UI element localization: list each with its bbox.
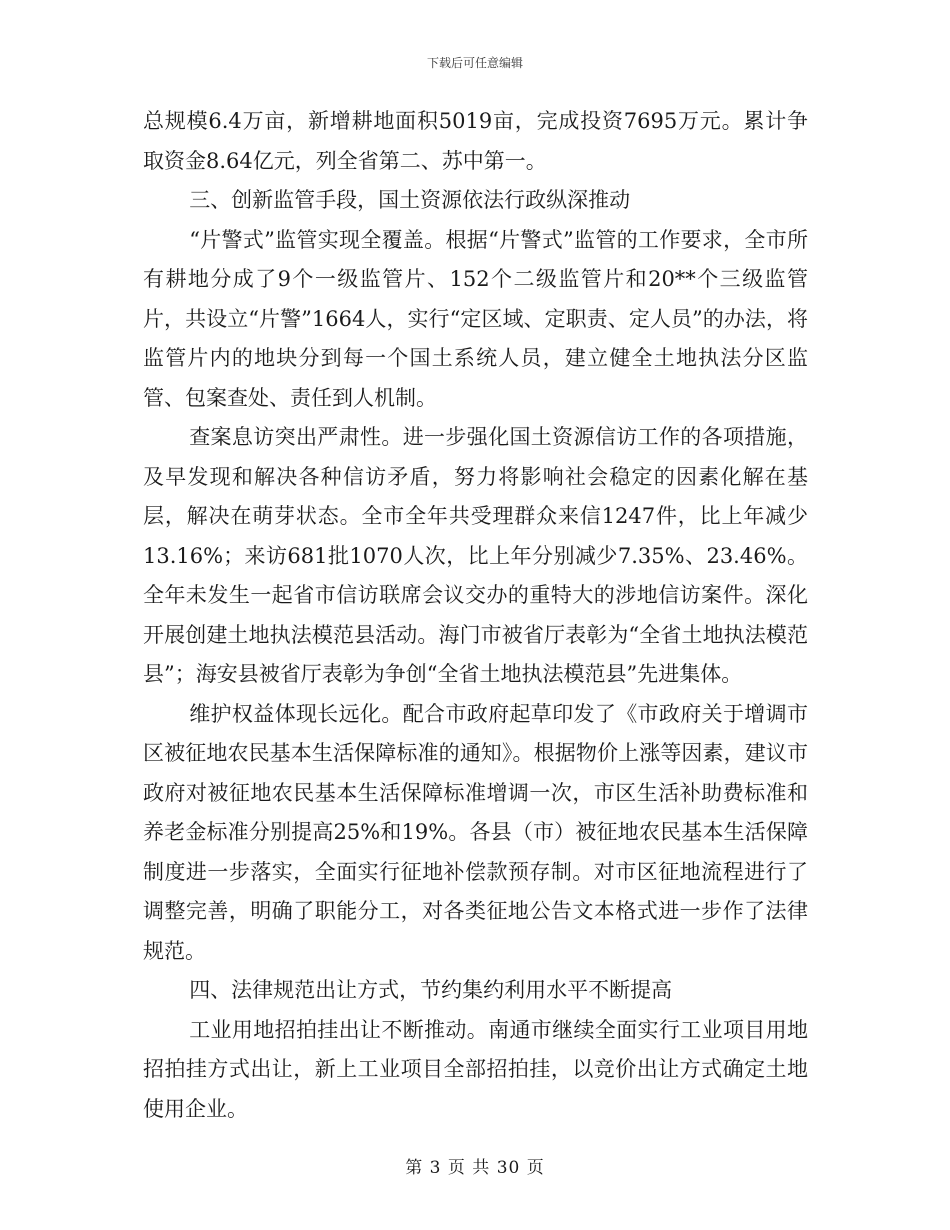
paragraph-supervision: “片警式”监管实现全覆盖。根据“片警式”监管的工作要求，全市所有耕地分成了9个一级监管片、152个二级监管片和20**个三级监管片，共设立“片警”1664人，实行“定区域、定职责、定人员”的办法，将监管片内的地块分到每一个国土系统人员，建立健全土地执法分区监管、包案查处、责任到人机制。	[143, 227, 808, 410]
page-header: 下载后可任意编辑	[426, 56, 523, 70]
paragraph-petitions: 查案息访突出严肃性。进一步强化国土资源信访工作的各项措施，及早发现和解决各种信访矛盾，努力将影响社会稳定的因素化解在基层，解决在萌芽状态。全市全年共受理群众来信1247件，比上年减少13.16%；来访681批1070人次，比上年分别减少7.35%、23.46%。全年未发生一起省市信访联席会议交办的重特大的涉地信访案件。深化开展创建土地执法模范县活动。海门市被省厅表彰为“全省土地执法模范县”；海安县被省厅表彰为争创“全省土地执法模范县”先进集体。	[143, 425, 808, 686]
section-heading-4: 四、法律规范出让方式，节约集约利用水平不断提高	[189, 978, 673, 1002]
paragraph-industrial-land: 工业用地招拍挂出让不断推动。南通市继续全面实行工业项目用地招拍挂方式出让，新上工业项目全部招拍挂，以竞价出让方式确定土地使用企业。	[143, 1017, 808, 1121]
page-number: 第 3 页 共 30 页	[405, 1158, 545, 1178]
paragraph-continuation: 总规模6.4万亩，新增耕地面积5019亩，完成投资7695万元。累计争取资金8.64亿元，列全省第二、苏中第一。	[143, 109, 808, 173]
paragraph-rights: 维护权益体现长远化。配合市政府起草印发了《市政府关于增调市区被征地农民基本生活保障标准的通知》。根据物价上涨等因素，建议市政府对被征地农民基本生活保障标准增调一次，市区生活补助费标准和养老金标准分别提高25%和19%。各县（市）被征地农民基本生活保障制度进一步落实，全面实行征地补偿款预存制。对市区征地流程进行了调整完善，明确了职能分工，对各类征地公告文本格式进一步作了法律规范。	[143, 701, 808, 963]
section-heading-3: 三、创新监管手段，国土资源依法行政纵深推动	[189, 188, 631, 212]
document-body	[143, 102, 808, 1129]
